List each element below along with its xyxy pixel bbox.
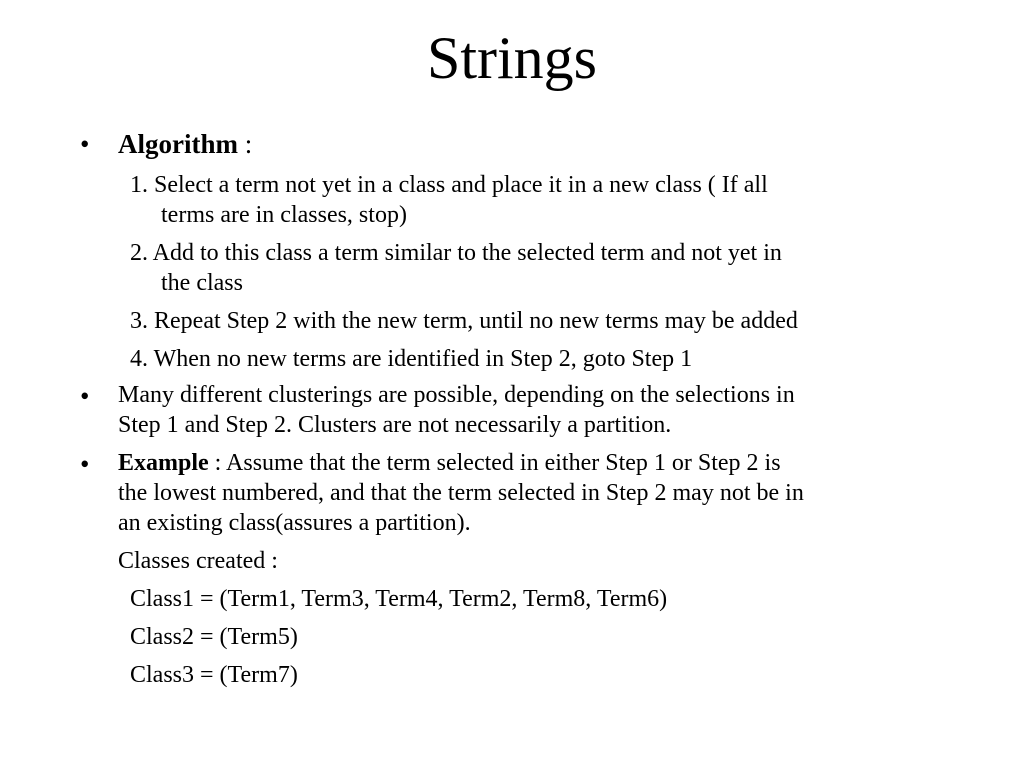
algorithm-step-1-line1: 1. Select a term not yet in a class and place it in a new class ( If all: [130, 172, 768, 198]
slide-title: Strings: [426, 25, 598, 91]
class-1: Class1 = (Term1, Term3, Term4, Term2, Term8, Term6): [130, 586, 668, 612]
algorithm-step-3: 3. Repeat Step 2 with the new term, until no new terms may be added: [130, 308, 798, 334]
class-3: Class3 = (Term7): [130, 662, 298, 688]
algorithm-step-2-line1: 2. Add to this class a term similar to the selected term and not yet in: [130, 240, 782, 266]
algorithm-step-2-line2: the class: [161, 270, 243, 296]
classes-heading: Classes created :: [118, 548, 278, 574]
clusterings-line1: Many different clusterings are possible, depending on the selections in: [118, 382, 795, 408]
algorithm-label: Algorithm: [118, 129, 238, 159]
bullet-marker-algorithm: •: [80, 129, 90, 159]
example-line2: the lowest numbered, and that the term selected in Step 2 may not be in: [118, 480, 804, 506]
example-line3: an existing class(assures a partition).: [118, 510, 471, 536]
algorithm-heading: [118, 128, 252, 160]
bullet-marker-example: •: [80, 449, 90, 479]
algorithm-suffix: :: [237, 129, 253, 159]
example-line1: [118, 448, 781, 478]
example-line1-rest: : Assume that the term selected in either Step 1 or Step 2 is: [208, 450, 781, 476]
bullet-marker-clusterings: •: [80, 381, 90, 411]
example-label: Example: [118, 450, 209, 476]
algorithm-step-1-line2: terms are in classes, stop): [161, 202, 407, 228]
class-2: Class2 = (Term5): [130, 624, 298, 650]
algorithm-step-4: 4. When no new terms are identified in Step 2, goto Step 1: [130, 346, 693, 372]
clusterings-line2: Step 1 and Step 2. Clusters are not necessarily a partition.: [118, 412, 672, 438]
